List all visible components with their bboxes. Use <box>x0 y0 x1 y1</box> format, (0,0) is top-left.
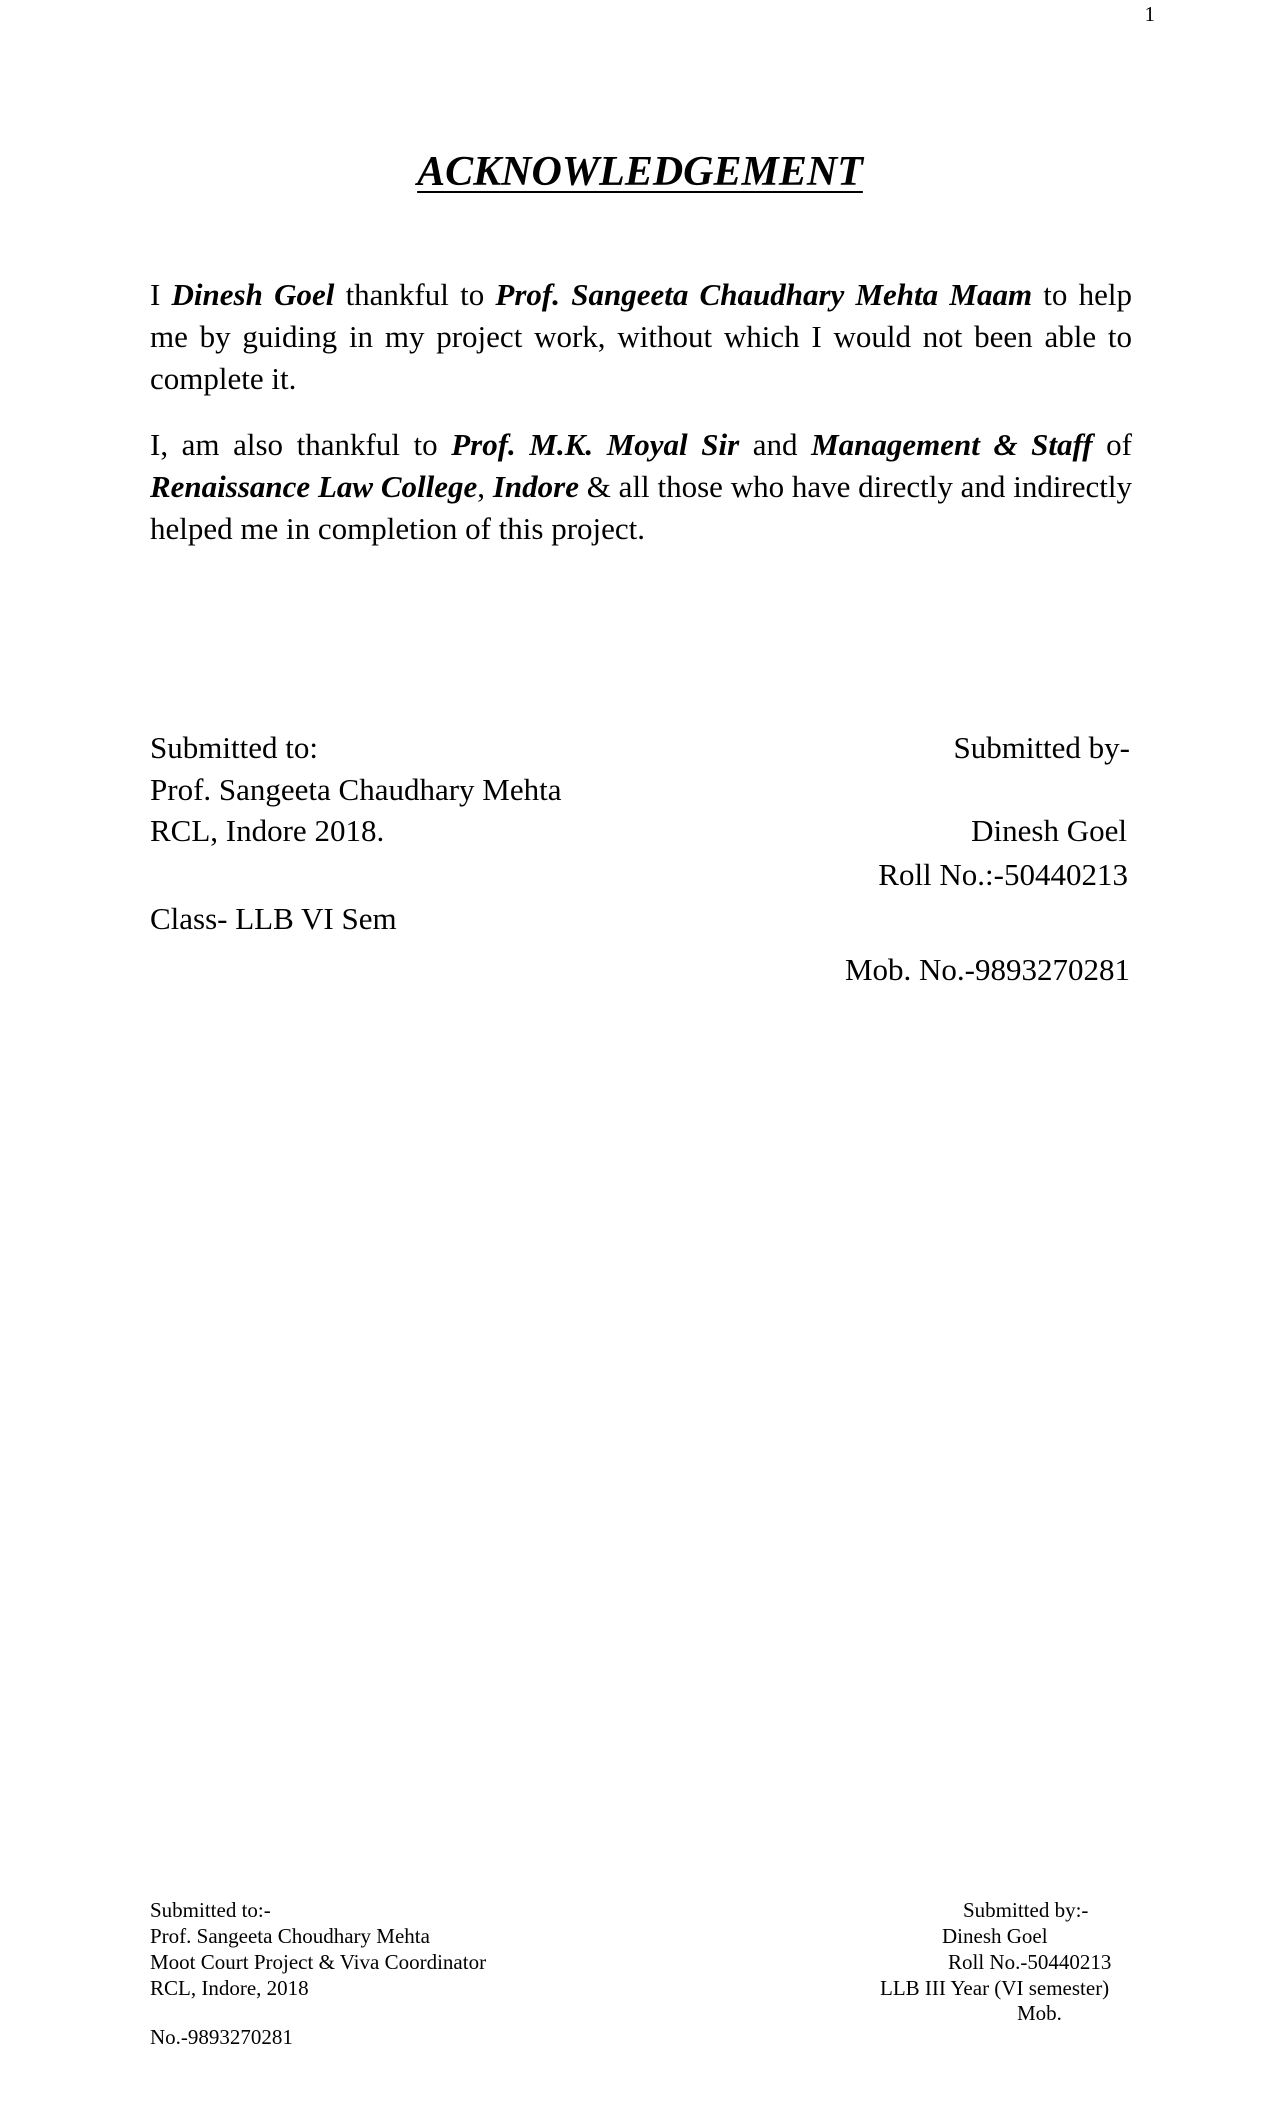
footer-roll-number: Roll No.-50440213 <box>948 1950 1112 1974</box>
footer-year: LLB III Year (VI semester) <box>880 1976 1110 2000</box>
text: & all those who have directly and indirectly helped me in completion of this project. <box>150 469 1132 546</box>
page-number: 1 <box>1144 2 1155 26</box>
mobile-number: Mob. No.-9893270281 <box>844 952 1130 987</box>
text: I <box>150 277 172 312</box>
text: thankful to <box>334 277 496 312</box>
class-info: Class- LLB VI Sem <box>150 901 397 936</box>
principal-name: Prof. M.K. Moyal Sir <box>451 427 740 462</box>
footer-submitted-to-role: Moot Court Project & Viva Coordinator <box>150 1950 487 1974</box>
text: , <box>477 469 493 504</box>
footer-submitted-to-name: Prof. Sangeeta Choudhary Mehta <box>150 1924 430 1948</box>
submitted-to-name: Prof. Sangeeta Chaudhary Mehta <box>150 772 562 807</box>
submitted-to-label: Submitted to: <box>150 730 318 765</box>
acknowledgement-paragraph-2 <box>150 424 1132 550</box>
footer-mob-label: Mob. <box>1017 2001 1062 2025</box>
college-city: Indore <box>492 469 579 504</box>
page-title: ACKNOWLEDGEMENT <box>417 149 863 195</box>
roll-number: Roll No.:-50440213 <box>878 857 1128 892</box>
text: and <box>739 427 812 462</box>
footer-submitted-by-label: Submitted by:- <box>963 1898 1089 1922</box>
footer-submitted-to-label: Submitted to:- <box>150 1898 271 1922</box>
footer-mobile-number: No.-9893270281 <box>150 2025 293 2049</box>
submitted-by-name: Dinesh Goel <box>971 813 1127 848</box>
footer-submitted-by-name: Dinesh Goel <box>942 1924 1048 1948</box>
submitted-to-place: RCL, Indore 2018. <box>150 813 385 848</box>
college-name: Renaissance Law College <box>150 469 478 504</box>
footer-submitted-to-place: RCL, Indore, 2018 <box>150 1976 309 2000</box>
student-name: Dinesh Goel <box>171 277 335 312</box>
text: of <box>1092 427 1132 462</box>
management-staff: Management & Staff <box>811 427 1093 462</box>
text: to help me by guiding in my project work, without which I would not been able to complete it. <box>150 277 1132 396</box>
guide-name: Prof. Sangeeta Chaudhary Mehta Maam <box>495 277 1033 312</box>
submitted-by-label: Submitted by- <box>953 730 1130 765</box>
acknowledgement-paragraph-1 <box>150 274 1132 400</box>
text: I, am also thankful to <box>150 427 452 462</box>
